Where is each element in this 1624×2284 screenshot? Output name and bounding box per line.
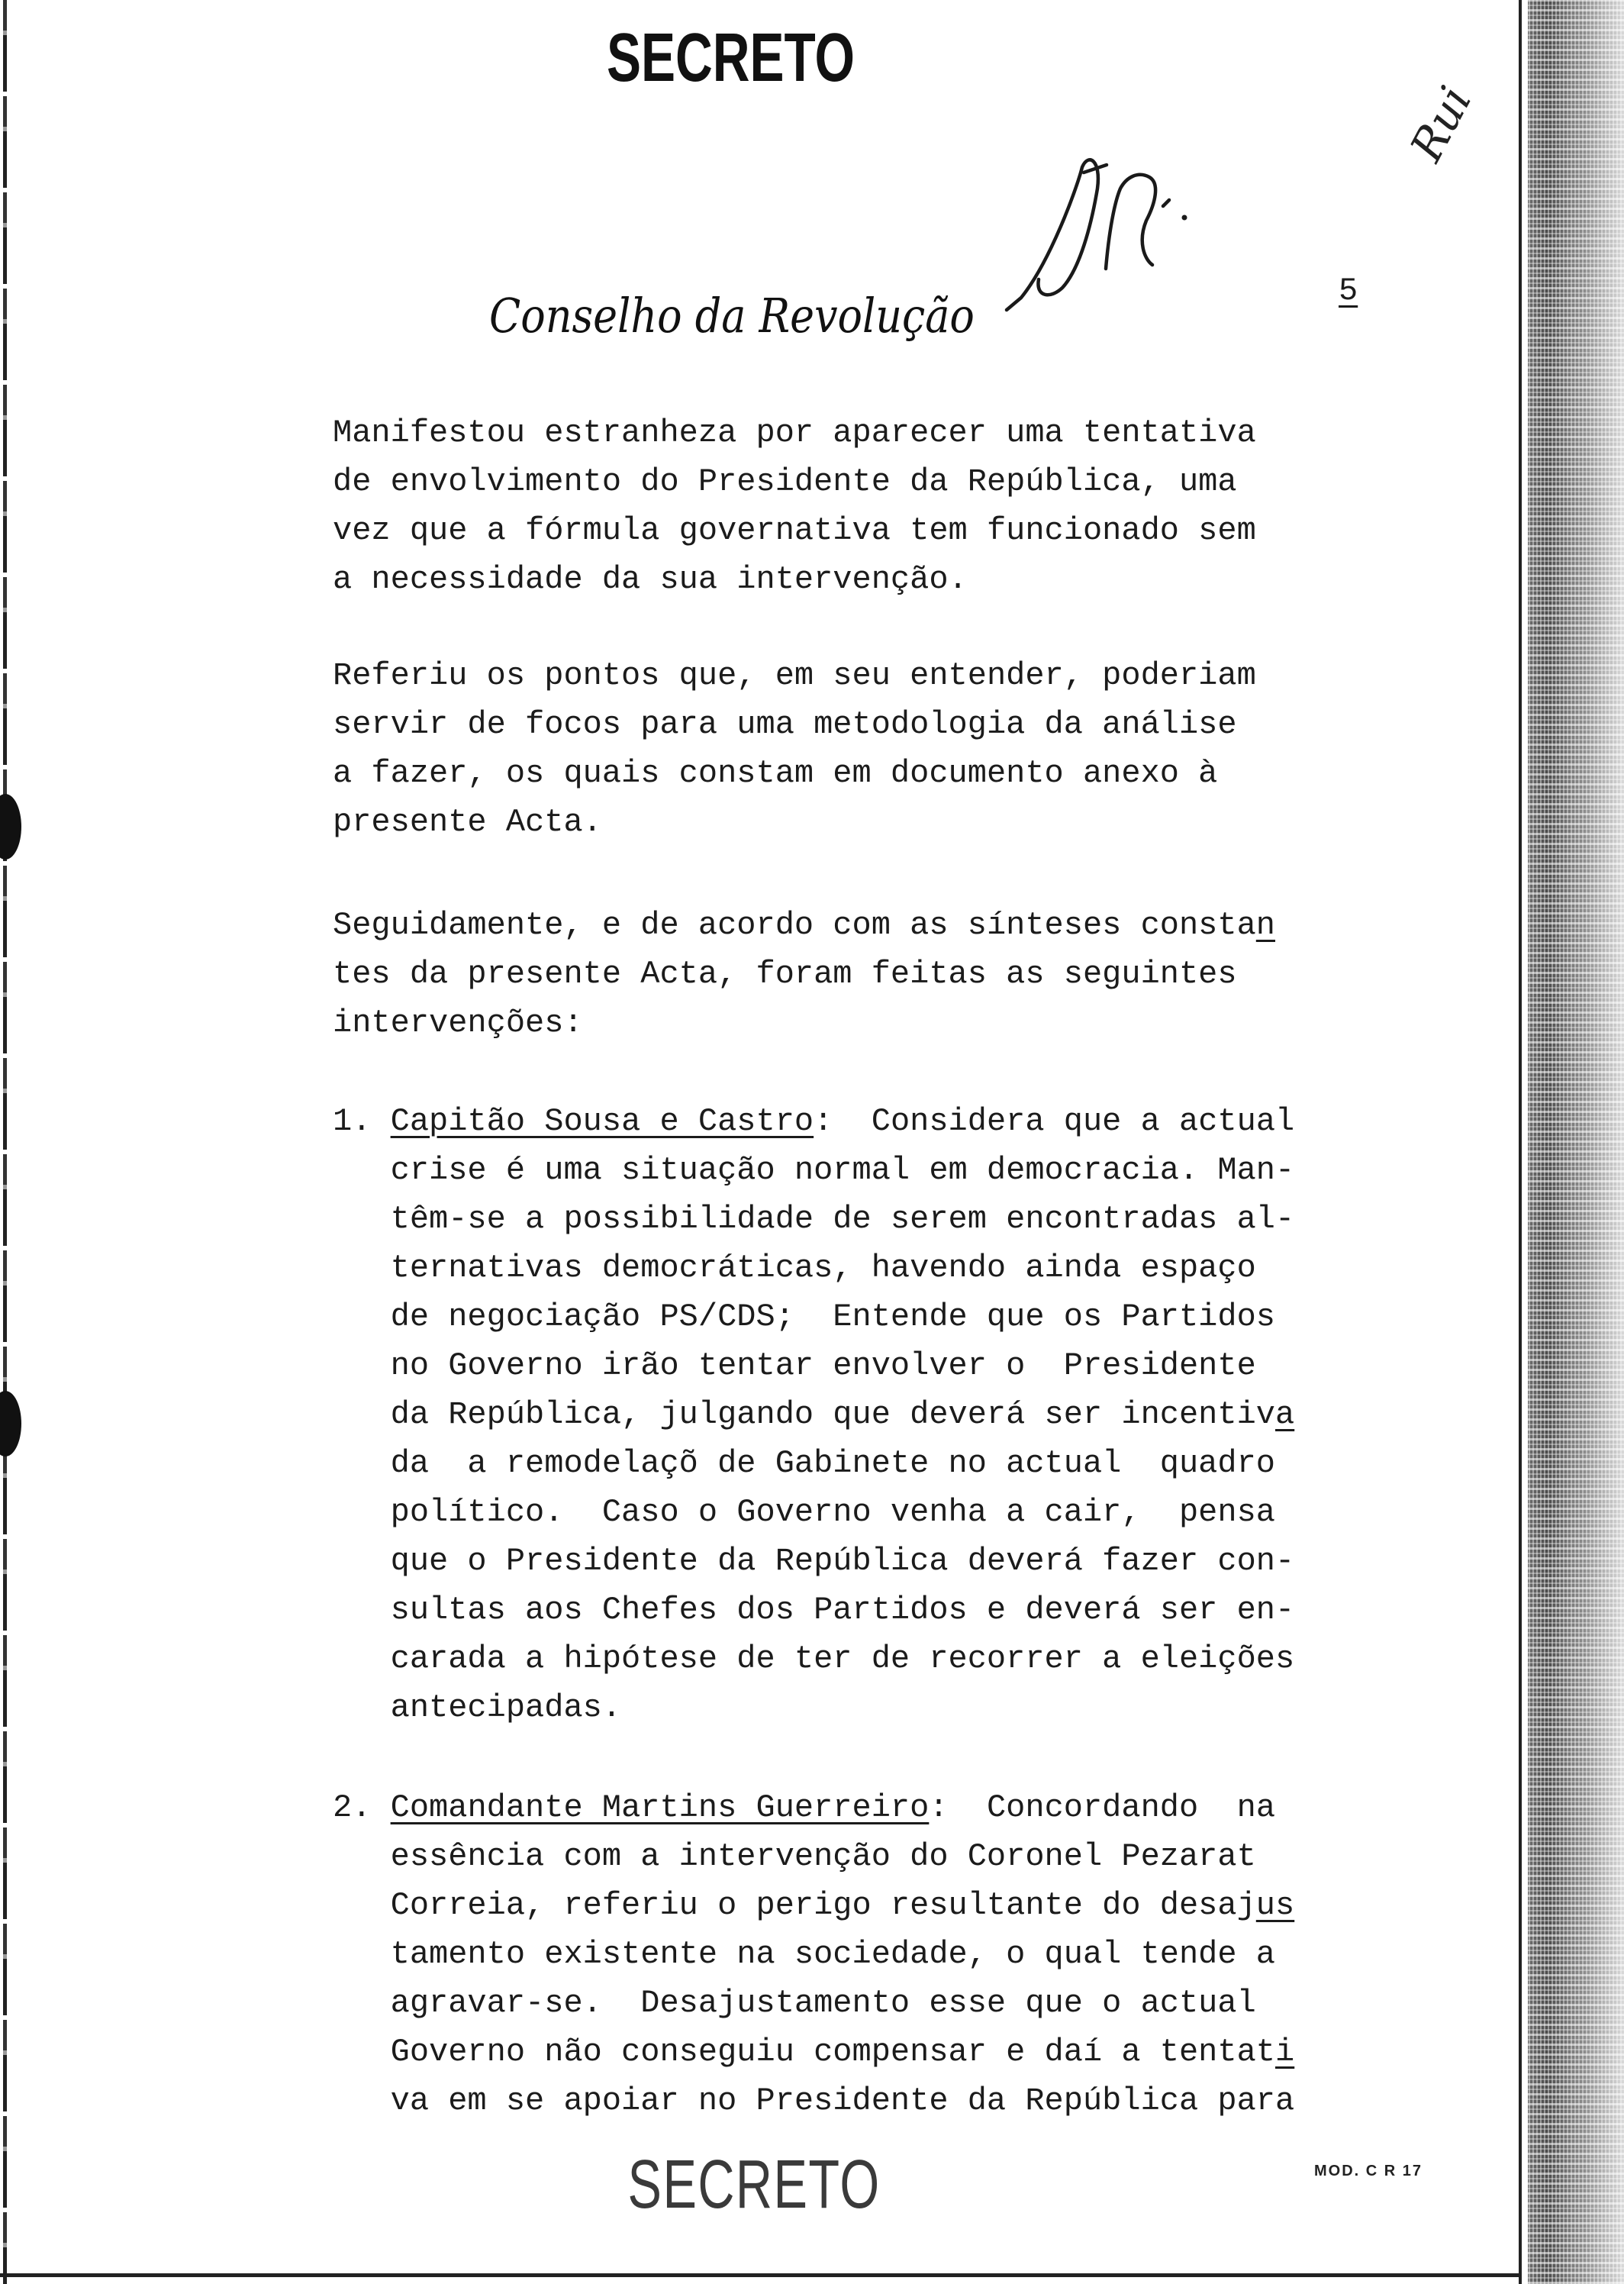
- text-segment: servir de focos para uma metodologia da análise: [333, 706, 1237, 743]
- text-line: [333, 1783, 1294, 1832]
- text-line: [333, 408, 1256, 457]
- text-line: [333, 1832, 1294, 1881]
- text-line: [333, 457, 1256, 506]
- text-line: [333, 1292, 1294, 1341]
- text-line: [333, 1979, 1294, 2028]
- text-segment: sultas aos Chefes dos Partidos e deverá ser en-: [390, 1592, 1295, 1628]
- underlined-text: i: [1275, 2034, 1295, 2070]
- text-line: [333, 1537, 1294, 1586]
- classification-stamp-bottom: SECRETO: [627, 2147, 881, 2223]
- letterhead-title: Conselho da Revolução: [489, 288, 975, 344]
- text-segment: tamento existente na sociedade, o qual tende a: [390, 1936, 1275, 1973]
- text-segment: têm-se a possibilidade de serem encontradas al-: [390, 1201, 1295, 1237]
- text-segment: da República, julgando que deverá ser incentiv: [390, 1396, 1275, 1433]
- text-segment: tes da presente Acta, foram feitas as seguintes: [333, 956, 1237, 992]
- text-line: [333, 555, 1256, 604]
- text-line: [333, 1097, 1294, 1146]
- signature-scribble: [992, 145, 1206, 328]
- text-segment: : Concordando na: [929, 1789, 1276, 1826]
- page-bottom-edge: [0, 2273, 1519, 2277]
- text-segment: crise é uma situação normal em democracia. Man-: [390, 1152, 1295, 1189]
- text-segment: Governo não conseguiu compensar e daí a tentat: [390, 2034, 1275, 2070]
- text-line: [333, 749, 1256, 798]
- underlined-text: us: [1255, 1887, 1295, 1924]
- text-line: [333, 1634, 1294, 1683]
- text-segment: da a remodelaçõ de Gabinete no actual quadro: [390, 1445, 1275, 1482]
- text-line: [333, 1683, 1294, 1732]
- text-line: [333, 1244, 1294, 1292]
- text-segment: de negociação PS/CDS; Entende que os Partidos: [390, 1298, 1275, 1335]
- signature-stroke: [1106, 175, 1155, 269]
- signature-dot: [1182, 215, 1187, 221]
- page-number: 5: [1339, 273, 1358, 309]
- text-segment: Correia, referiu o perigo resultante do desaj: [390, 1887, 1256, 1924]
- text-line: [333, 1439, 1294, 1488]
- text-segment: Manifestou estranheza por aparecer uma tentativa: [333, 415, 1256, 451]
- list-item-2: [333, 1783, 1294, 2125]
- page-right-edge-scan-noise: [1517, 0, 1624, 2284]
- text-line: [333, 1390, 1294, 1439]
- text-line: [333, 1146, 1294, 1195]
- text-segment: 2.: [333, 1789, 391, 1826]
- text-segment: a necessidade da sua intervenção.: [333, 561, 968, 598]
- paragraph-3: [333, 901, 1275, 1047]
- underlined-text: a: [1275, 1396, 1295, 1433]
- text-line: [333, 798, 1256, 847]
- text-segment: de envolvimento do Presidente da República, uma: [333, 463, 1237, 500]
- underlined-text: Capitão Sousa e Castro: [390, 1103, 814, 1140]
- paragraph-1: [333, 408, 1256, 604]
- text-segment: vez que a fórmula governativa tem funcionado sem: [333, 512, 1256, 549]
- text-segment: essência com a intervenção do Coronel Pezarat: [390, 1838, 1256, 1875]
- text-line: [333, 1586, 1294, 1634]
- text-line: [333, 1488, 1294, 1537]
- signature-stroke: [1163, 200, 1169, 206]
- text-line: [333, 950, 1275, 998]
- classification-stamp-top: SECRETO: [606, 20, 856, 96]
- text-segment: a fazer, os quais constam em documento anexo à: [333, 755, 1218, 792]
- text-line: [333, 998, 1275, 1047]
- page-left-edge: [3, 0, 7, 2284]
- text-segment: que o Presidente da República deverá fazer con-: [390, 1543, 1295, 1579]
- text-segment: Seguidamente, e de acordo com as sínteses consta: [333, 907, 1256, 944]
- text-segment: 1.: [333, 1103, 391, 1140]
- text-line: [333, 700, 1256, 749]
- text-segment: agravar-se. Desajustamento esse que o actual: [390, 1985, 1256, 2021]
- text-line: [333, 2028, 1294, 2076]
- text-segment: no Governo irão tentar envolver o Presidente: [390, 1347, 1256, 1384]
- paragraph-2: [333, 651, 1256, 847]
- text-line: [333, 506, 1256, 555]
- list-item-1: [333, 1097, 1294, 1732]
- underlined-text: Comandante Martins Guerreiro: [390, 1789, 930, 1826]
- binder-hole: [0, 1391, 21, 1457]
- text-line: [333, 1195, 1294, 1244]
- underlined-text: n: [1255, 907, 1276, 944]
- text-segment: : Considera que a actual: [814, 1103, 1295, 1140]
- text-segment: ternativas democráticas, havendo ainda espaço: [390, 1250, 1256, 1286]
- text-line: [333, 901, 1275, 950]
- text-line: [333, 1930, 1294, 1979]
- binder-hole: [0, 794, 21, 860]
- text-line: [333, 1341, 1294, 1390]
- text-segment: va em se apoiar no Presidente da República para: [390, 2082, 1295, 2119]
- text-segment: carada a hipótese de ter de recorrer a eleições: [390, 1640, 1295, 1677]
- text-line: [333, 651, 1256, 700]
- text-segment: antecipadas.: [390, 1689, 622, 1726]
- form-code: MOD. C R 17: [1314, 2163, 1423, 2179]
- signature-stroke: [1007, 160, 1098, 310]
- handwritten-initials: Rui: [1400, 78, 1482, 169]
- text-segment: político. Caso o Governo venha a cair, pensa: [390, 1494, 1275, 1531]
- text-segment: Referiu os pontos que, em seu entender, poderiam: [333, 657, 1256, 694]
- text-line: [333, 2076, 1294, 2125]
- text-line: [333, 1881, 1294, 1930]
- text-segment: presente Acta.: [333, 804, 602, 840]
- text-segment: intervenções:: [333, 1005, 583, 1041]
